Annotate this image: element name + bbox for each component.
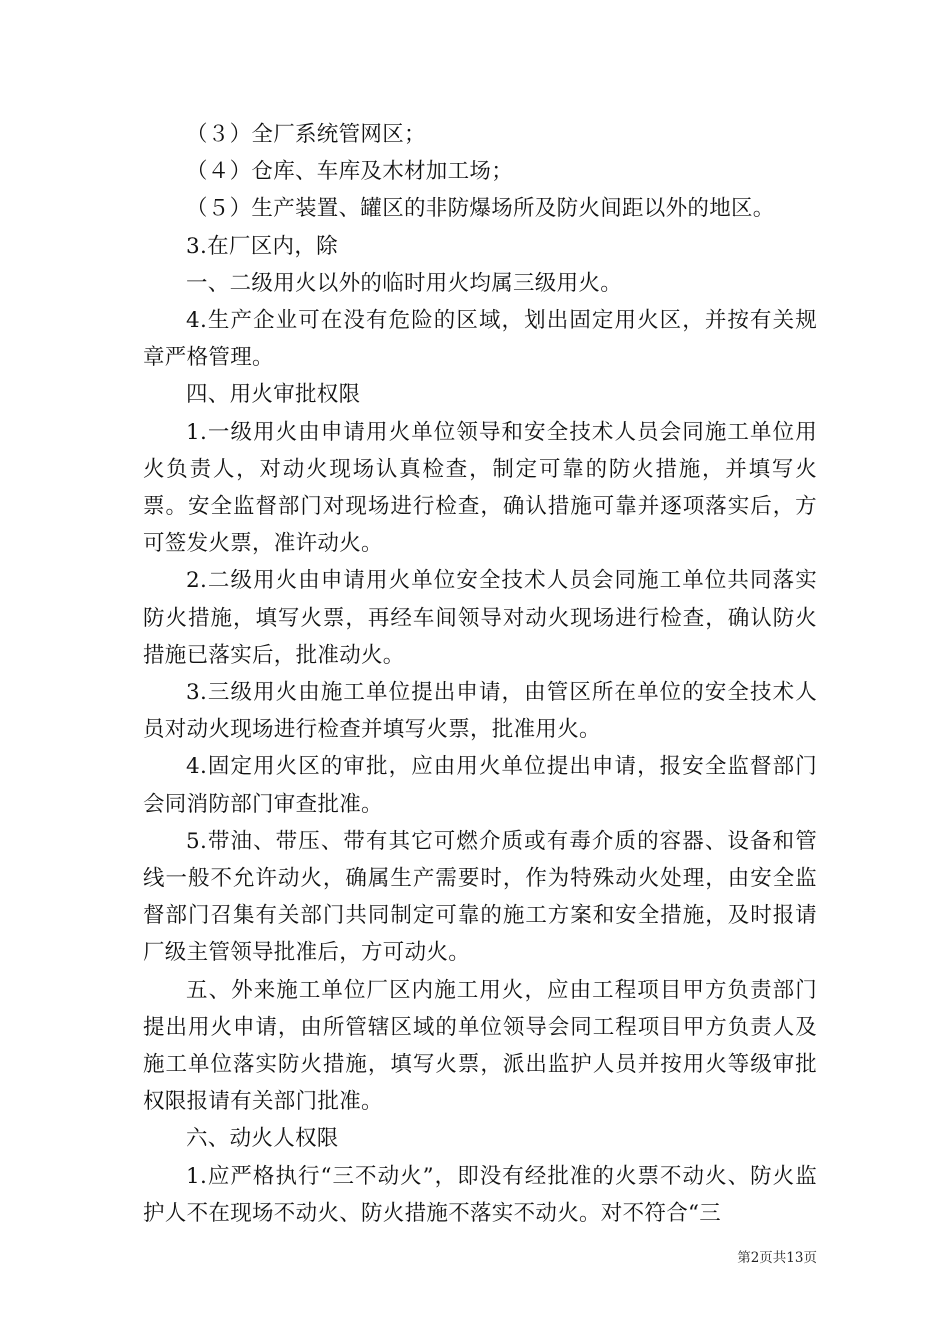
paragraph-approval-5: 5.带油、带压、带有其它可燃介质或有毒介质的容器、设备和管线一般不允许动火，确属生产需要时，作为特殊动火处理，由安全监督部门召集有关部门共同制定可靠的施工方案和安全措施，及时报请厂级主管领导批准后，方可动火。	[143, 828, 817, 966]
page-number-footer: 第2页共13页	[737, 1250, 817, 1266]
paragraph-operator-1: 1.应严格执行“三不动火”，即没有经批准的火票不动火、防火监护人不在现场不动火、防火措施不落实不动火。对不符合“三	[143, 1163, 817, 1226]
paragraph-approval-4: 4.固定用火区的审批，应由用火单位提出申请，报安全监督部门会同消防部门审查批准。	[143, 754, 817, 817]
document-body	[143, 116, 817, 1232]
paragraph-item-5: （５）生产装置、罐区的非防爆场所及防火间距以外的地区。	[186, 196, 775, 222]
section-heading-approval-authority: 四、用火审批权限	[186, 382, 361, 408]
paragraph-item-4: （４）仓库、车库及木材加工场；	[186, 159, 514, 185]
paragraph-4: 4.生产企业可在没有危险的区域，划出固定用火区，并按有关规章严格管理。	[143, 308, 817, 371]
paragraph-3-start: 3.在厂区内，除	[186, 233, 338, 259]
paragraph-item-3: （３）全厂系统管网区；	[186, 122, 426, 147]
paragraph-3-continued: 一、二级用火以外的临时用火均属三级用火。	[186, 270, 623, 296]
section-five-external-contractors: 五、外来施工单位厂区内施工用火，应由工程项目甲方负责部门提出用火申请，由所管辖区域的单位领导会同工程项目甲方负责人及施工单位落实防火措施，填写火票，派出监护人员并按用火等级审批权限报请有关部门批准。	[143, 977, 817, 1115]
paragraph-approval-1: 1.一级用火由申请用火单位领导和安全技术人员会同施工单位用火负责人，对动火现场认真检查，制定可靠的防火措施，并填写火票。安全监督部门对现场进行检查，确认措施可靠并逐项落实后，方可签发火票，准许动火。	[143, 419, 817, 557]
paragraph-approval-3: 3.三级用火由施工单位提出申请，由管区所在单位的安全技术人员对动火现场进行检查并填写火票，批准用火。	[143, 680, 817, 743]
section-heading-fire-operator-authority: 六、动火人权限	[186, 1126, 339, 1152]
paragraph-approval-2: 2.二级用火由申请用火单位安全技术人员会同施工单位共同落实防火措施，填写火票，再经车间领导对动火现场进行检查，确认防火措施已落实后，批准动火。	[143, 568, 817, 668]
